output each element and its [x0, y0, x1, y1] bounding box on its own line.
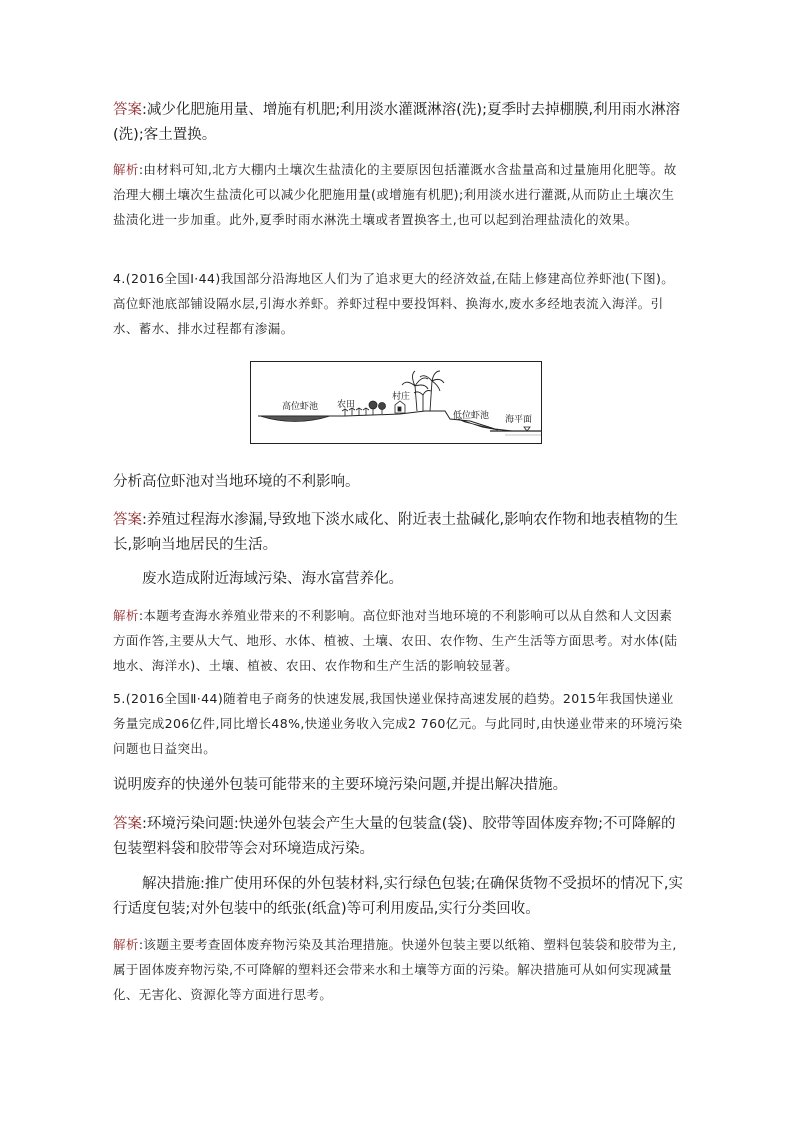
answer-tag: 答案	[113, 816, 142, 832]
q3-explanation	[113, 157, 685, 232]
answer-text: :养殖过程海水渗漏,导致地下淡水咸化、附近表土盐碱化,影响农作物和地表植物的生长,影响当地居民的生活。	[113, 512, 679, 553]
answer-text: :减少化肥施用量、增施有机肥;利用淡水灌溉淋溶(洗);夏季时去掉棚膜,利用雨水淋溶(洗);客土置换。	[113, 102, 681, 143]
explanation-tag: 解析	[113, 608, 139, 623]
q5-stem: 5.(2016全国Ⅱ·44)随着电子商务的快速发展,我国快递业保持高速发展的趋势。2015年我国快递业务量完成206亿件,同比增长48%,快递业务收入完成2 760亿元。与此同时,由快递业带来的环境污染问题也日益突出。	[113, 691, 683, 756]
label-high-pond: 高位虾池	[282, 402, 319, 412]
explanation-tag: 解析	[113, 162, 139, 177]
q4-answer	[113, 508, 685, 558]
label-village: 村庄	[392, 392, 411, 402]
q3-answer	[113, 98, 685, 148]
q4-answer-part2: 废水造成附近海域污染、海水富营养化。	[142, 571, 403, 587]
q4-question: 分析高位虾池对当地环境的不利影响。	[113, 474, 360, 490]
answer-tag: 答案	[113, 102, 142, 118]
q5-explanation	[113, 932, 685, 1007]
explanation-text: :本题考查海水养殖业带来的不利影响。高位虾池对当地环境的不利影响可以从自然和人文因素方面作答,主要从大气、地形、水体、植被、土壤、农田、农作物、生产生活等方面思考。对水体(陆地水、海洋水)、土壤、植被、农田、农作物和生产生活的影响较显著。	[113, 608, 678, 673]
answer-text: :环境污染问题:快递外包装会产生大量的包装盒(袋)、胶带等固体废弃物;不可降解的包装塑料袋和胶带等会对环境造成污染。	[113, 816, 676, 857]
q5-answer-part2: 解决措施:推广使用环保的外包装材料,实行绿色包装;在确保货物不受损坏的情况下,实行适度包装;对外包装中的纸张(纸盒)等可利用废品,实行分类回收。	[113, 876, 683, 917]
label-low-pond: 低位虾池	[453, 411, 490, 421]
label-sea-level: 海平面	[505, 415, 533, 425]
answer-tag: 答案	[113, 512, 142, 528]
shrimp-pond-diagram	[250, 361, 542, 444]
q4-stem: 4.(2016全国Ⅰ·44)我国部分沿海地区人们为了追求更大的经济效益,在陆上修建高位养虾池(下图)。高位虾池底部铺设隔水层,引海水养虾。养虾过程中要投饵料、换海水,废水多经地表流入海洋。引水、蓄水、排水过程都有渗漏。	[113, 271, 675, 336]
label-farmland: 农田	[337, 400, 356, 410]
explanation-tag: 解析	[113, 937, 139, 952]
explanation-text: :由材料可知,北方大棚内土壤次生盐渍化的主要原因包括灌溉水含盐量高和过量施用化肥等。故治理大棚土壤次生盐渍化可以减少化肥施用量(或增施有机肥);利用淡水进行灌溉,从而防止土壤次生盐渍化进一步加重。此外,夏季时雨水淋洗土壤或者置换客土,也可以起到治理盐渍化的效果。	[113, 162, 677, 227]
q5-answer	[113, 812, 685, 862]
explanation-text: :该题主要考查固体废弃物污染及其治理措施。快递外包装主要以纸箱、塑料包装袋和胶带为主,属于固体废弃物污染,不可降解的塑料还会带来水和土壤等方面的污染。解决措施可从如何实现减量化、无害化、资源化等方面进行思考。	[113, 937, 677, 1002]
q5-question: 说明废弃的快递外包装可能带来的主要环境污染问题,并提出解决措施。	[113, 777, 568, 793]
q4-explanation	[113, 603, 685, 678]
